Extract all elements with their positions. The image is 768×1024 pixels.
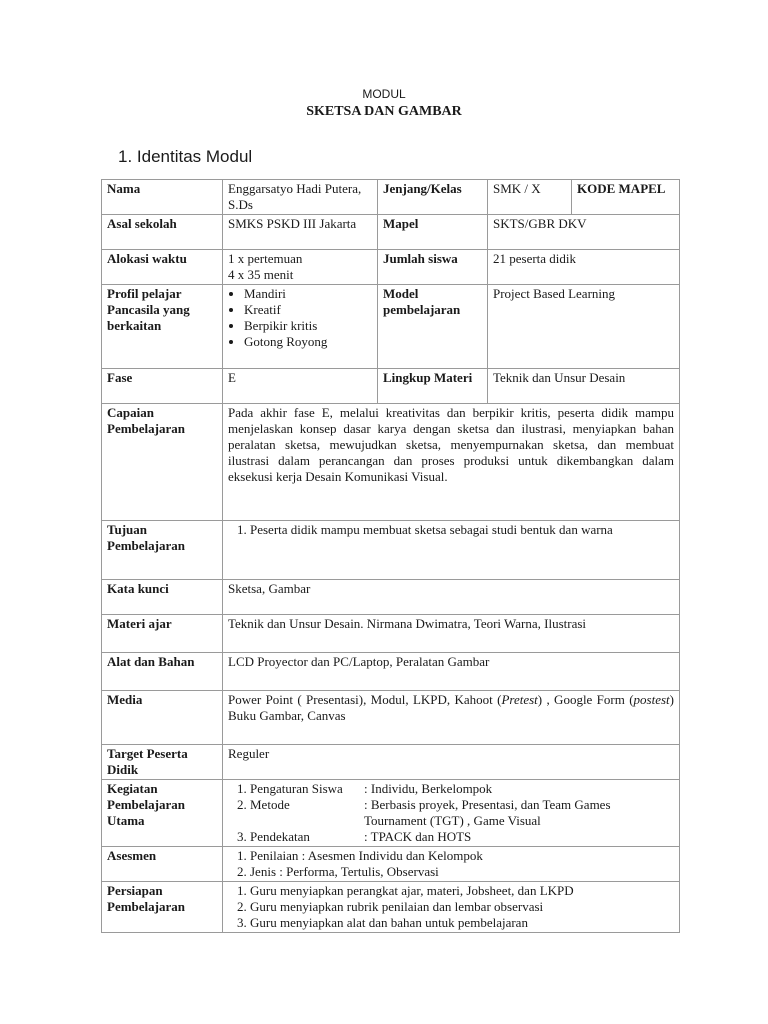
list-item	[250, 781, 674, 797]
alokasi-line-2: 4 x 35 menit	[228, 267, 294, 282]
nama-label: Nama	[102, 180, 223, 215]
table-row	[102, 580, 680, 615]
document-label: MODUL	[362, 87, 406, 101]
kegiatan-list	[228, 781, 674, 845]
asal-label: Asal sekolah	[102, 215, 223, 250]
list-item: • Berpikir kritis	[244, 318, 372, 334]
table-row	[102, 745, 680, 780]
kata-kunci-label: Kata kunci	[102, 580, 223, 615]
document-title: SKETSA DAN GAMBAR	[306, 104, 462, 119]
profil-list	[228, 286, 372, 350]
kegiatan-label: Kegiatan Pembelajaran Utama	[102, 780, 223, 847]
table-row	[102, 653, 680, 691]
kegiatan-key: 1. Pengaturan Siswa	[250, 781, 343, 796]
profil-value	[223, 285, 378, 369]
table-row	[102, 521, 680, 580]
model-label: Model pembelajaran	[378, 285, 488, 369]
list-item: • Gotong Royong	[244, 334, 372, 350]
kegiatan-key: 2. Metode	[250, 797, 290, 812]
media-value	[223, 691, 680, 745]
table-row	[102, 691, 680, 745]
fase-value: E	[223, 369, 378, 404]
lingkup-value: Teknik dan Unsur Desain	[488, 369, 680, 404]
table-row	[102, 780, 680, 847]
materi-label: Materi ajar	[102, 615, 223, 653]
alokasi-line-1: 1 x pertemuan	[228, 251, 303, 266]
materi-value: Teknik dan Unsur Desain. Nirmana Dwimatra, Teori Warna, Ilustrasi	[223, 615, 680, 653]
target-label: Target Peserta Didik	[102, 745, 223, 780]
list-item: • Kreatif	[244, 302, 372, 318]
list-item	[250, 829, 674, 845]
mapel-label: Mapel	[378, 215, 488, 250]
table-row	[102, 404, 680, 521]
table-row	[102, 180, 680, 215]
kegiatan-val: : Berbasis proyek, Presentasi, dan Team Games Tournament (TGT) , Game Visual	[364, 797, 611, 828]
persiapan-value	[223, 882, 680, 933]
media-text-3: ) Buku Gambar, Canvas	[228, 692, 674, 723]
list-item: 1. Peserta didik mampu membuat sketsa sebagai studi bentuk dan warna	[250, 522, 674, 538]
model-value: Project Based Learning	[488, 285, 680, 369]
alokasi-value	[223, 250, 378, 285]
kode-mapel-label: KODE MAPEL	[572, 180, 680, 215]
kegiatan-key: 3. Pendekatan	[250, 829, 310, 844]
tujuan-value	[223, 521, 680, 580]
kegiatan-val: : Individu, Berkelompok	[364, 781, 493, 796]
list-item: 2. Jenis : Performa, Tertulis, Observasi	[250, 864, 674, 880]
media-text-2: ) , Google Form (	[537, 692, 634, 707]
asesmen-value	[223, 847, 680, 882]
table-row	[102, 369, 680, 404]
mapel-value: SKTS/GBR DKV	[488, 215, 680, 250]
lingkup-label: Lingkup Materi	[378, 369, 488, 404]
jenjang-label: Jenjang/Kelas	[378, 180, 488, 215]
list-item: 3. Guru menyiapkan alat dan bahan untuk pembelajaran	[250, 915, 674, 931]
tujuan-label: Tujuan Pembelajaran	[102, 521, 223, 580]
persiapan-label: Persiapan Pembelajaran	[102, 882, 223, 933]
list-item: 1. Guru menyiapkan perangkat ajar, materi, Jobsheet, dan LKPD	[250, 883, 674, 899]
nama-value: Enggarsatyo Hadi Putera, S.Ds	[223, 180, 378, 215]
capaian-label: Capaian Pembelajaran	[102, 404, 223, 521]
table-row	[102, 215, 680, 250]
list-item: 1. Penilaian : Asesmen Individu dan Kelompok	[250, 848, 674, 864]
media-text-1: Power Point ( Presentasi), Modul, LKPD, Kahoot (	[228, 692, 502, 707]
fase-label: Fase	[102, 369, 223, 404]
kegiatan-val: : TPACK dan HOTS	[364, 829, 472, 844]
asesmen-list	[228, 848, 674, 880]
list-item: • Mandiri	[244, 286, 372, 302]
jenjang-value: SMK / X	[488, 180, 572, 215]
media-postest: postest	[633, 692, 670, 707]
list-item	[250, 797, 674, 829]
asal-value: SMKS PSKD III Jakarta	[223, 215, 378, 250]
module-identity-table	[101, 179, 680, 933]
table-row	[102, 285, 680, 369]
list-item: 2. Guru menyiapkan rubrik penilaian dan lembar observasi	[250, 899, 674, 915]
jumlah-label: Jumlah siswa	[378, 250, 488, 285]
tujuan-list	[228, 522, 674, 538]
table-row	[102, 615, 680, 653]
section-heading: 1. Identitas Modul	[118, 147, 253, 166]
media-label: Media	[102, 691, 223, 745]
alat-value: LCD Proyector dan PC/Laptop, Peralatan Gambar	[223, 653, 680, 691]
asesmen-label: Asesmen	[102, 847, 223, 882]
table-row	[102, 250, 680, 285]
persiapan-list	[228, 883, 674, 931]
capaian-value: Pada akhir fase E, melalui kreativitas dan berpikir kritis, peserta didik mampu menjelaskan konsep dasar karya dengan sketsa dan ilustrasi, menyiapkan bahan peralatan sketsa, mewujudkan sketsa, menyempurnakan sketsa, dan membuat ilustrasi dalam perancangan dan proses produksi untuk dikembangkan dalam eksekusi kerja Desain Komunikasi Visual.	[223, 404, 680, 521]
kata-kunci-value: Sketsa, Gambar	[223, 580, 680, 615]
alokasi-label: Alokasi waktu	[102, 250, 223, 285]
media-pretest: Pretest	[501, 692, 538, 707]
profil-label: Profil pelajar Pancasila yang berkaitan	[102, 285, 223, 369]
alat-label: Alat dan Bahan	[102, 653, 223, 691]
jumlah-value: 21 peserta didik	[488, 250, 680, 285]
table-row	[102, 847, 680, 882]
table-row	[102, 882, 680, 933]
kegiatan-value	[223, 780, 680, 847]
target-value: Reguler	[223, 745, 680, 780]
